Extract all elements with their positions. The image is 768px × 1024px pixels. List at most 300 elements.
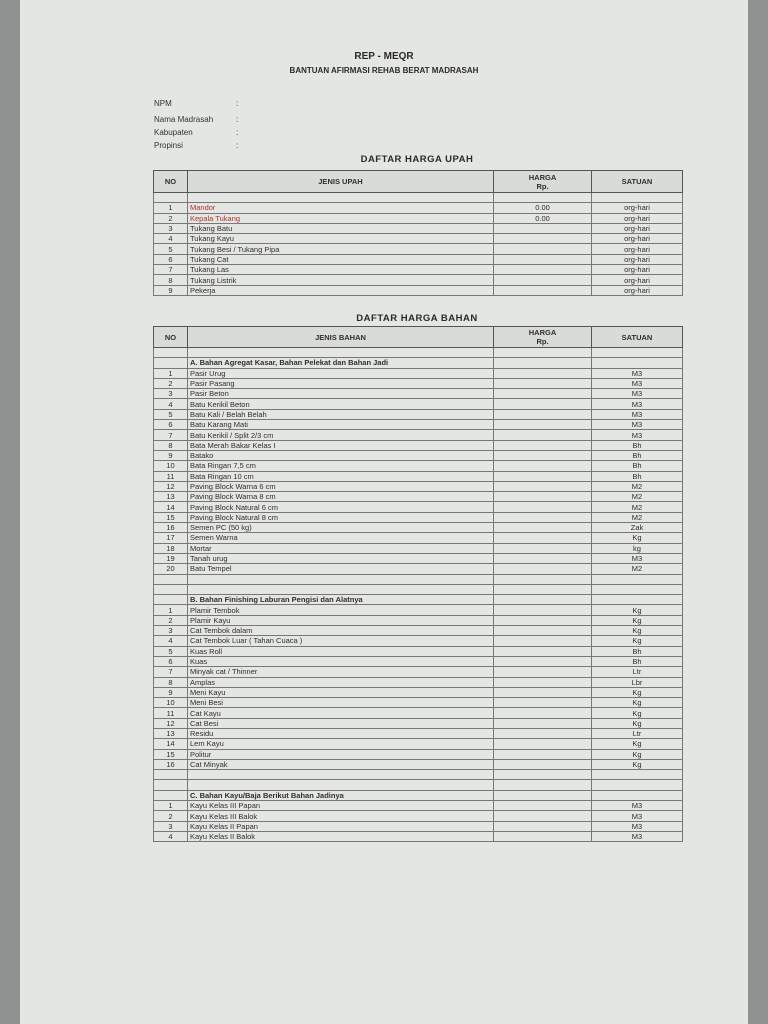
row-number: 10 — [154, 461, 188, 471]
row-unit: kg — [592, 543, 683, 553]
row-number: 3 — [154, 223, 188, 233]
row-name: Kuas Roll — [188, 646, 494, 656]
row-number: 3 — [154, 821, 188, 831]
row-number: 10 — [154, 698, 188, 708]
row-price — [494, 502, 592, 512]
empty-cell — [154, 770, 188, 780]
row-unit: Ltr — [592, 728, 683, 738]
info-row — [154, 128, 238, 137]
row-number: 6 — [154, 420, 188, 430]
row-price — [494, 667, 592, 677]
spacer-row — [154, 348, 683, 358]
col-harga-header: HARGA Rp. — [494, 171, 592, 193]
row-price — [494, 450, 592, 460]
row-unit: M3 — [592, 801, 683, 811]
row-price — [494, 523, 592, 533]
empty-cell — [188, 348, 494, 358]
table-row — [154, 213, 683, 223]
empty-cell — [154, 193, 188, 203]
table-row — [154, 265, 683, 275]
group-title: B. Bahan Finishing Laburan Pengisi dan Alatnya — [188, 595, 494, 605]
row-name: Pasir Beton — [188, 389, 494, 399]
empty-cell — [188, 770, 494, 780]
row-price: 0.00 — [494, 213, 592, 223]
row-name: Meni Besi — [188, 698, 494, 708]
row-name: Paving Block Natural 8 cm — [188, 512, 494, 522]
row-number: 7 — [154, 667, 188, 677]
row-price — [494, 759, 592, 769]
table-row — [154, 368, 683, 378]
row-price — [494, 275, 592, 285]
row-number: 2 — [154, 378, 188, 388]
row-number: 3 — [154, 389, 188, 399]
row-unit: Zak — [592, 523, 683, 533]
row-name: Tukang Cat — [188, 254, 494, 264]
empty-cell — [592, 790, 683, 800]
row-price — [494, 440, 592, 450]
row-unit: Bh — [592, 471, 683, 481]
table-row — [154, 739, 683, 749]
row-unit: org-hari — [592, 275, 683, 285]
row-unit: Bh — [592, 656, 683, 666]
table-row — [154, 698, 683, 708]
row-name: Plamir Tembok — [188, 605, 494, 615]
row-number: 4 — [154, 636, 188, 646]
row-price — [494, 718, 592, 728]
info-separator: : — [236, 141, 239, 150]
empty-cell — [494, 193, 592, 203]
row-name: Paving Block Natural 6 cm — [188, 502, 494, 512]
row-name: Batu Kerikil Beton — [188, 399, 494, 409]
row-price — [494, 831, 592, 841]
row-unit: M2 — [592, 481, 683, 491]
empty-cell — [188, 780, 494, 790]
table-row — [154, 626, 683, 636]
row-number: 2 — [154, 615, 188, 625]
row-name: Pasir Urug — [188, 368, 494, 378]
info-label: Propinsi — [154, 141, 183, 150]
table-row — [154, 440, 683, 450]
row-unit: M3 — [592, 409, 683, 419]
row-name: Tukang Besi / Tukang Pipa — [188, 244, 494, 254]
table-row — [154, 615, 683, 625]
col-jenis-header: JENIS BAHAN — [188, 327, 494, 348]
row-price — [494, 244, 592, 254]
row-number: 11 — [154, 471, 188, 481]
row-price — [494, 698, 592, 708]
empty-cell — [154, 348, 188, 358]
empty-cell — [188, 574, 494, 584]
empty-cell — [592, 358, 683, 368]
row-number: 2 — [154, 811, 188, 821]
row-unit: org-hari — [592, 244, 683, 254]
row-price — [494, 821, 592, 831]
empty-cell — [494, 348, 592, 358]
row-name: Bata Ringan 10 cm — [188, 471, 494, 481]
table-row — [154, 708, 683, 718]
info-label: Nama Madrasah — [154, 115, 214, 124]
table-row — [154, 718, 683, 728]
row-price — [494, 646, 592, 656]
row-number: 18 — [154, 543, 188, 553]
table-row — [154, 492, 683, 502]
document-subtitle: BANTUAN AFIRMASI REHAB BERAT MADRASAH — [289, 66, 479, 75]
row-name: Kayu Kelas II Papan — [188, 821, 494, 831]
row-price — [494, 687, 592, 697]
row-name: Cat Minyak — [188, 759, 494, 769]
table-row — [154, 399, 683, 409]
row-unit: M3 — [592, 420, 683, 430]
table-row — [154, 430, 683, 440]
table-row — [154, 646, 683, 656]
row-price — [494, 801, 592, 811]
bahan-section-title: DAFTAR HARGA BAHAN — [356, 313, 478, 324]
row-unit: Bh — [592, 646, 683, 656]
row-name: Kuas — [188, 656, 494, 666]
row-unit: M3 — [592, 368, 683, 378]
row-price — [494, 656, 592, 666]
row-number: 1 — [154, 605, 188, 615]
row-number: 7 — [154, 265, 188, 275]
row-price — [494, 389, 592, 399]
empty-cell — [494, 770, 592, 780]
empty-cell — [494, 595, 592, 605]
empty-cell — [188, 584, 494, 594]
row-price — [494, 461, 592, 471]
row-unit: Kg — [592, 533, 683, 543]
row-number: 9 — [154, 687, 188, 697]
row-number: 19 — [154, 553, 188, 563]
table-row — [154, 759, 683, 769]
info-row — [154, 115, 238, 124]
row-name: Pekerja — [188, 285, 494, 295]
row-price — [494, 749, 592, 759]
row-number: 1 — [154, 801, 188, 811]
row-number: 1 — [154, 368, 188, 378]
row-number: 4 — [154, 399, 188, 409]
row-name: Politur — [188, 749, 494, 759]
empty-cell — [154, 358, 188, 368]
spacer-row — [154, 193, 683, 203]
table-row — [154, 801, 683, 811]
row-name: Lem Kayu — [188, 739, 494, 749]
row-number: 13 — [154, 492, 188, 502]
upah-table — [153, 170, 683, 296]
row-number: 20 — [154, 564, 188, 574]
col-satuan-header: SATUAN — [592, 327, 683, 348]
empty-cell — [154, 790, 188, 800]
row-number: 15 — [154, 512, 188, 522]
row-name: Amplas — [188, 677, 494, 687]
row-unit: org-hari — [592, 203, 683, 213]
row-price — [494, 378, 592, 388]
row-unit: Kg — [592, 636, 683, 646]
table-row — [154, 285, 683, 295]
row-price — [494, 553, 592, 563]
table-row — [154, 636, 683, 646]
row-number: 6 — [154, 656, 188, 666]
empty-cell — [592, 584, 683, 594]
row-name: Batu Tempel — [188, 564, 494, 574]
row-price — [494, 409, 592, 419]
row-name: Bata Ringan 7,5 cm — [188, 461, 494, 471]
row-name: Cat Besi — [188, 718, 494, 728]
table-row — [154, 244, 683, 254]
info-label: NPM — [154, 99, 172, 108]
table-row — [154, 254, 683, 264]
row-name: Batu Karang Mati — [188, 420, 494, 430]
empty-cell — [592, 574, 683, 584]
row-unit: org-hari — [592, 254, 683, 264]
row-number: 5 — [154, 244, 188, 254]
table-row — [154, 523, 683, 533]
row-number: 7 — [154, 430, 188, 440]
row-price — [494, 399, 592, 409]
row-number: 8 — [154, 275, 188, 285]
row-unit: Kg — [592, 708, 683, 718]
row-price — [494, 285, 592, 295]
empty-cell — [494, 584, 592, 594]
row-unit: Ltr — [592, 667, 683, 677]
row-name: Cat Tembok Luar ( Tahan Cuaca ) — [188, 636, 494, 646]
table-row — [154, 461, 683, 471]
table-row — [154, 811, 683, 821]
row-price — [494, 420, 592, 430]
row-number: 1 — [154, 203, 188, 213]
empty-cell — [154, 584, 188, 594]
row-name: Meni Kayu — [188, 687, 494, 697]
row-price — [494, 471, 592, 481]
row-number: 5 — [154, 646, 188, 656]
table-row — [154, 553, 683, 563]
row-name: Batako — [188, 450, 494, 460]
row-unit: M2 — [592, 492, 683, 502]
row-unit: M2 — [592, 564, 683, 574]
empty-cell — [188, 193, 494, 203]
row-price — [494, 636, 592, 646]
table-row — [154, 543, 683, 553]
row-number: 15 — [154, 749, 188, 759]
spacer-row — [154, 770, 683, 780]
row-unit: M3 — [592, 430, 683, 440]
table-row — [154, 450, 683, 460]
row-number: 12 — [154, 481, 188, 491]
table-row — [154, 203, 683, 213]
row-unit: Kg — [592, 739, 683, 749]
table-row — [154, 481, 683, 491]
row-name: Cat Tembok dalam — [188, 626, 494, 636]
row-price — [494, 739, 592, 749]
row-name: Cat Kayu — [188, 708, 494, 718]
row-unit: M3 — [592, 553, 683, 563]
row-name: Kepala Tukang — [188, 213, 494, 223]
table-row — [154, 564, 683, 574]
row-number: 9 — [154, 285, 188, 295]
row-price — [494, 223, 592, 233]
row-name: Kayu Kelas II Balok — [188, 831, 494, 841]
empty-cell — [494, 780, 592, 790]
row-number: 11 — [154, 708, 188, 718]
row-name: Kayu Kelas III Balok — [188, 811, 494, 821]
row-number: 5 — [154, 409, 188, 419]
empty-cell — [494, 790, 592, 800]
table-row — [154, 605, 683, 615]
table-row — [154, 512, 683, 522]
table-row — [154, 409, 683, 419]
row-number: 16 — [154, 523, 188, 533]
table-row — [154, 667, 683, 677]
row-unit: org-hari — [592, 285, 683, 295]
row-name: Tukang Batu — [188, 223, 494, 233]
row-name: Tukang Kayu — [188, 234, 494, 244]
row-price — [494, 430, 592, 440]
row-unit: M3 — [592, 811, 683, 821]
empty-cell — [494, 358, 592, 368]
col-harga-header: HARGA Rp. — [494, 327, 592, 348]
document-title: REP - MEQR — [354, 51, 414, 62]
row-unit: Kg — [592, 718, 683, 728]
table-row — [154, 749, 683, 759]
row-price — [494, 605, 592, 615]
row-unit: Kg — [592, 698, 683, 708]
group-title: C. Bahan Kayu/Baja Berikut Bahan Jadinya — [188, 790, 494, 800]
row-price: 0.00 — [494, 203, 592, 213]
info-separator: : — [236, 99, 239, 108]
row-price — [494, 533, 592, 543]
table-row — [154, 728, 683, 738]
table-row — [154, 234, 683, 244]
row-unit: Kg — [592, 605, 683, 615]
col-no-header: NO — [154, 327, 188, 348]
info-separator: : — [236, 115, 239, 124]
table-row — [154, 656, 683, 666]
empty-cell — [592, 780, 683, 790]
row-unit: org-hari — [592, 234, 683, 244]
row-unit: org-hari — [592, 265, 683, 275]
row-price — [494, 234, 592, 244]
table-row — [154, 533, 683, 543]
row-unit: M2 — [592, 502, 683, 512]
row-name: Paving Block Warna 8 cm — [188, 492, 494, 502]
row-name: Pasir Pasang — [188, 378, 494, 388]
group-title: A. Bahan Agregat Kasar, Bahan Pelekat dan Bahan Jadi — [188, 358, 494, 368]
row-price — [494, 254, 592, 264]
row-unit: Kg — [592, 749, 683, 759]
empty-cell — [592, 595, 683, 605]
row-name: Minyak cat / Thinner — [188, 667, 494, 677]
group-header-row — [154, 595, 683, 605]
row-number: 8 — [154, 440, 188, 450]
row-name: Mandor — [188, 203, 494, 213]
empty-cell — [154, 574, 188, 584]
row-price — [494, 481, 592, 491]
empty-cell — [154, 780, 188, 790]
table-row — [154, 502, 683, 512]
row-name: Mortar — [188, 543, 494, 553]
row-unit: Bh — [592, 461, 683, 471]
row-name: Paving Block Warna 6 cm — [188, 481, 494, 491]
row-price — [494, 265, 592, 275]
row-name: Semen PC (50 kg) — [188, 523, 494, 533]
row-unit: M3 — [592, 378, 683, 388]
col-no-header: NO — [154, 171, 188, 193]
row-unit: M2 — [592, 512, 683, 522]
row-price — [494, 728, 592, 738]
row-price — [494, 368, 592, 378]
row-number: 14 — [154, 502, 188, 512]
row-number: 4 — [154, 234, 188, 244]
row-number: 9 — [154, 450, 188, 460]
table-row — [154, 223, 683, 233]
row-unit: M3 — [592, 831, 683, 841]
row-unit: Bh — [592, 440, 683, 450]
table-row — [154, 677, 683, 687]
table-row — [154, 378, 683, 388]
row-name: Tukang Listrik — [188, 275, 494, 285]
row-number: 2 — [154, 213, 188, 223]
row-name: Semen Warna — [188, 533, 494, 543]
row-name: Tukang Las — [188, 265, 494, 275]
upah-section-title: DAFTAR HARGA UPAH — [360, 154, 474, 165]
info-label: Kabupaten — [154, 128, 193, 137]
row-number: 14 — [154, 739, 188, 749]
row-number: 16 — [154, 759, 188, 769]
row-price — [494, 492, 592, 502]
row-number: 12 — [154, 718, 188, 728]
col-satuan-header: SATUAN — [592, 171, 683, 193]
row-number: 13 — [154, 728, 188, 738]
spacer-row — [154, 584, 683, 594]
row-price — [494, 615, 592, 625]
row-price — [494, 708, 592, 718]
row-unit: org-hari — [592, 213, 683, 223]
row-unit: Kg — [592, 626, 683, 636]
row-name: Bata Merah Bakar Kelas I — [188, 440, 494, 450]
group-header-row — [154, 790, 683, 800]
row-number: 3 — [154, 626, 188, 636]
row-name: Kayu Kelas III Papan — [188, 801, 494, 811]
row-price — [494, 626, 592, 636]
table-row — [154, 831, 683, 841]
info-separator: : — [236, 128, 239, 137]
table-row — [154, 687, 683, 697]
table-row — [154, 471, 683, 481]
row-number: 4 — [154, 831, 188, 841]
empty-cell — [592, 770, 683, 780]
row-unit: M3 — [592, 399, 683, 409]
row-price — [494, 811, 592, 821]
table-row — [154, 389, 683, 399]
info-row — [154, 99, 238, 108]
row-unit: M3 — [592, 389, 683, 399]
empty-cell — [494, 574, 592, 584]
row-unit: M3 — [592, 821, 683, 831]
spacer-row — [154, 780, 683, 790]
info-row — [154, 141, 238, 150]
row-name: Batu Kerikil / Split 2/3 cm — [188, 430, 494, 440]
row-name: Tanah urug — [188, 553, 494, 563]
empty-cell — [154, 595, 188, 605]
row-unit: Bh — [592, 450, 683, 460]
row-price — [494, 512, 592, 522]
row-unit: Kg — [592, 687, 683, 697]
row-price — [494, 564, 592, 574]
col-jenis-header: JENIS UPAH — [188, 171, 494, 193]
row-unit: org-hari — [592, 223, 683, 233]
row-price — [494, 543, 592, 553]
group-header-row — [154, 358, 683, 368]
row-number: 17 — [154, 533, 188, 543]
